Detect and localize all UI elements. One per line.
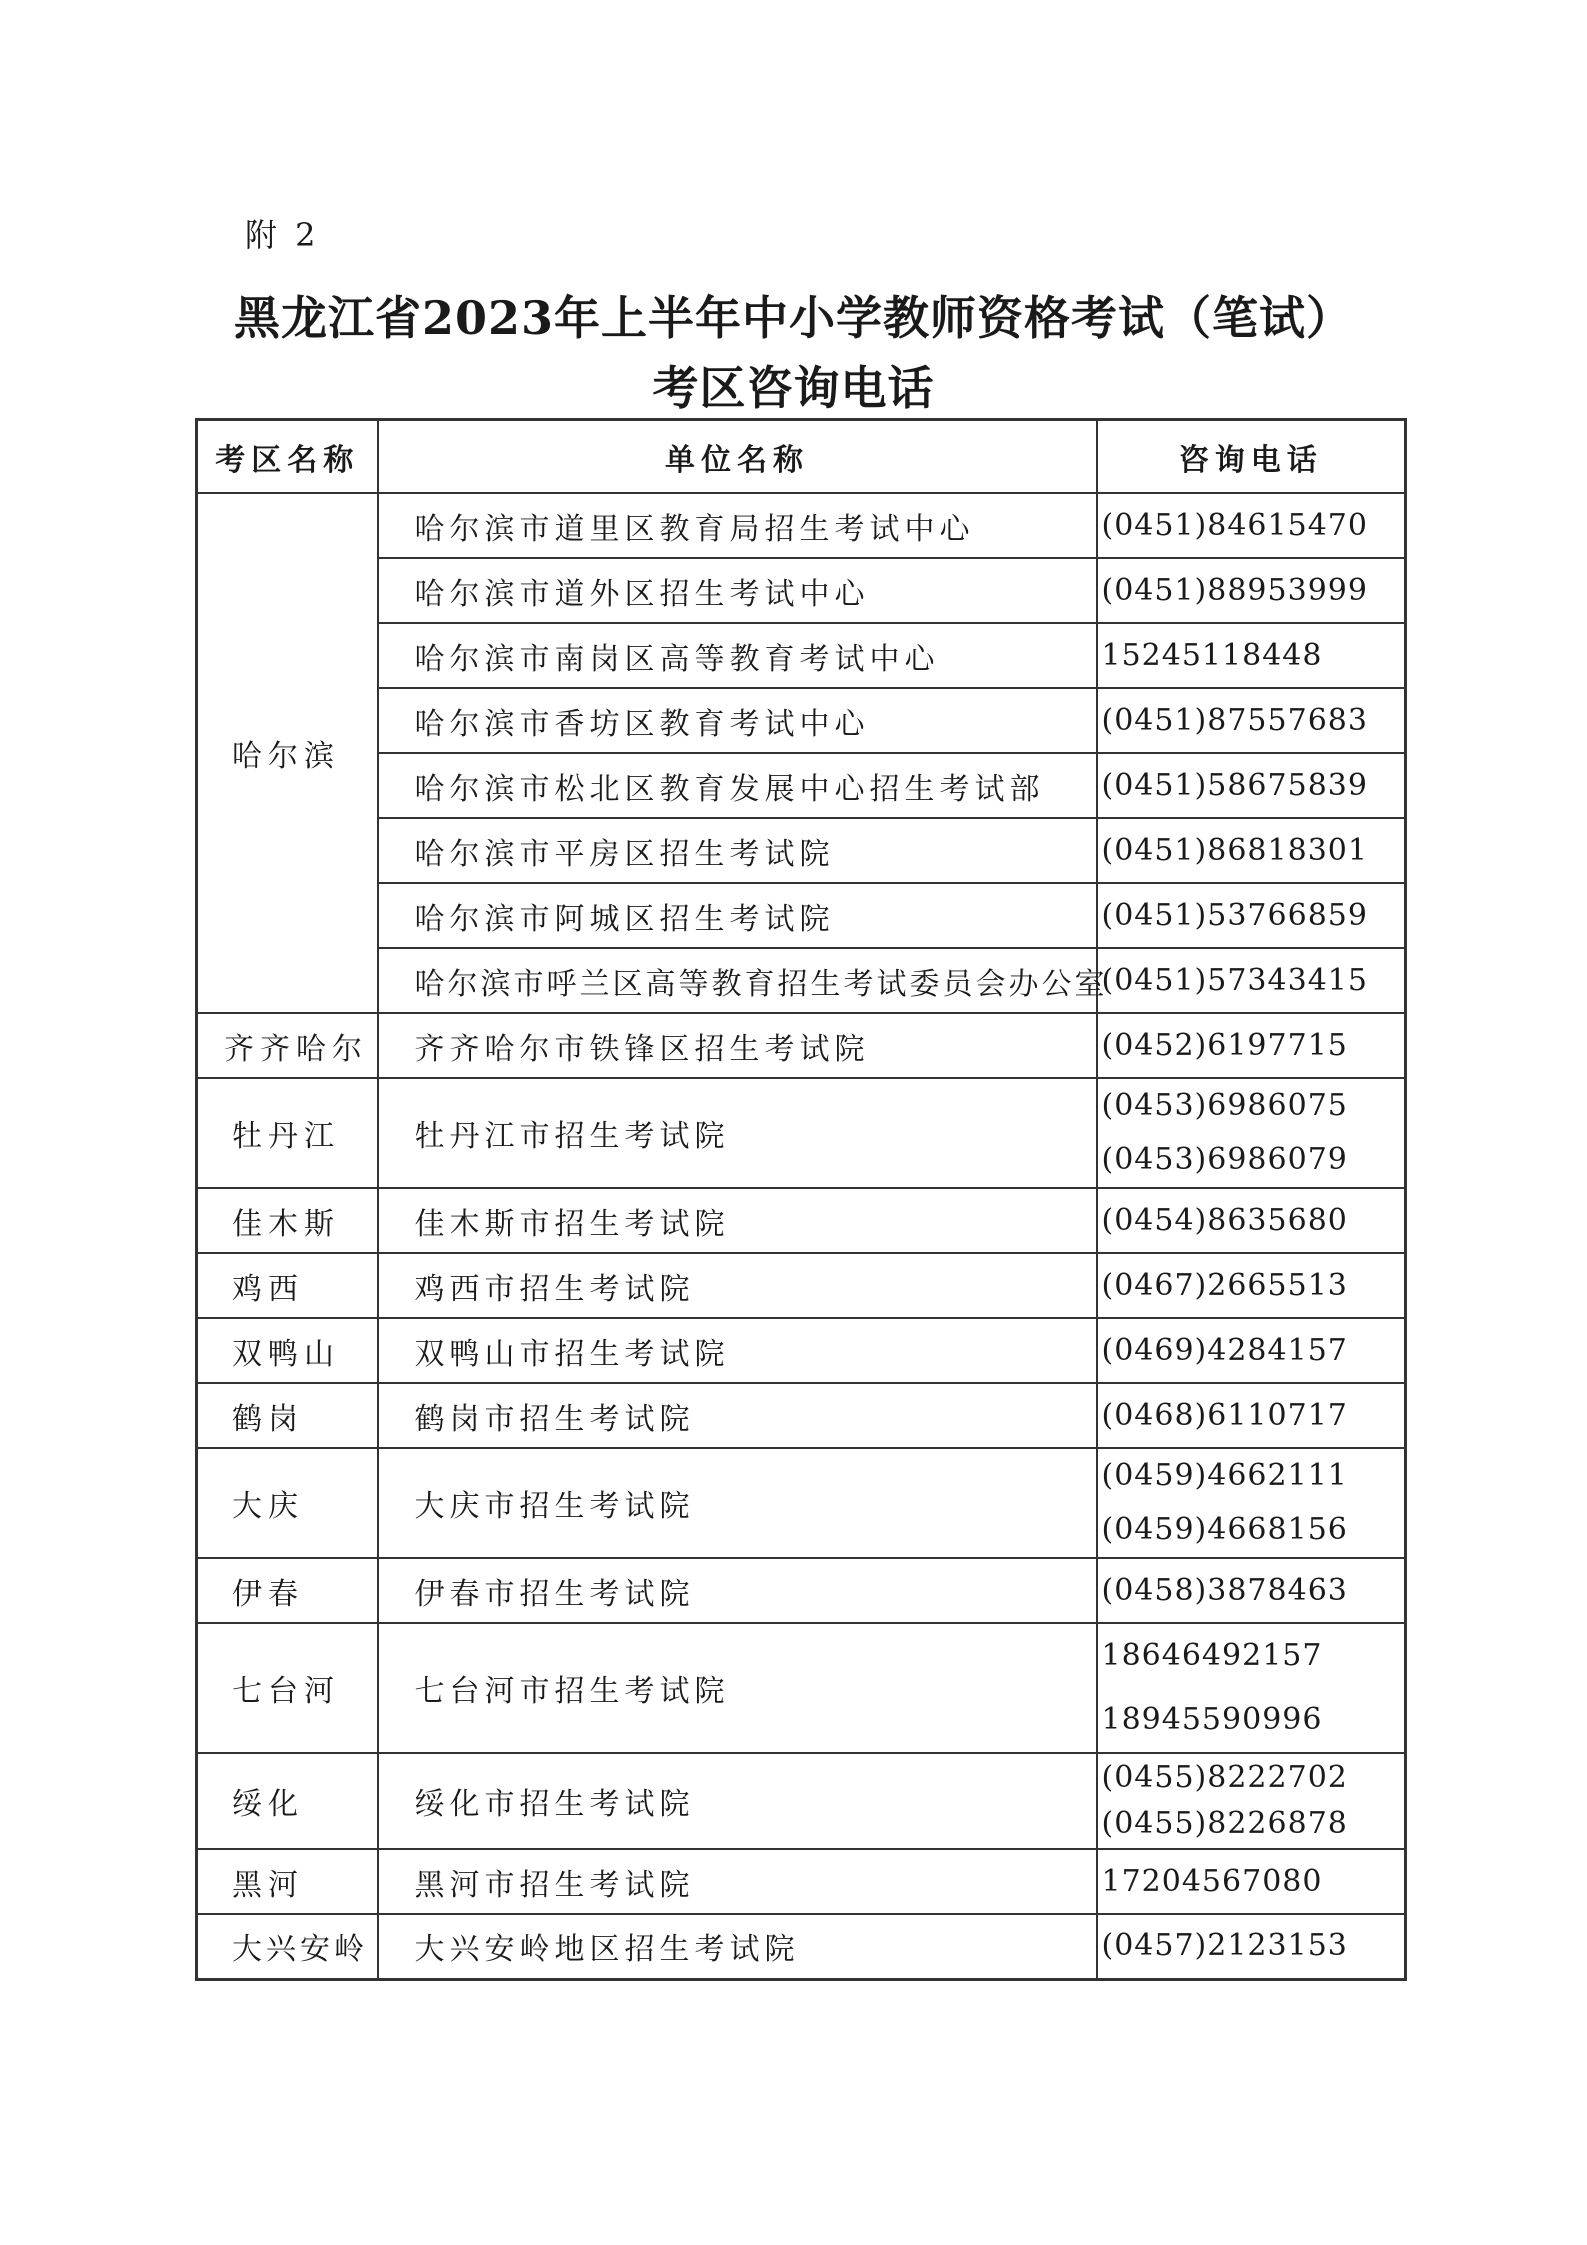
region-cell: 大兴安岭 xyxy=(197,1914,378,1979)
region-cell: 黑河 xyxy=(197,1849,378,1914)
phone-cell: 15245118448 xyxy=(1097,623,1406,688)
unit-cell: 佳木斯市招生考试院 xyxy=(378,1188,1097,1253)
phone-number: (0455)8226878 xyxy=(1101,1806,1348,1841)
region-cell: 佳木斯 xyxy=(197,1188,378,1253)
region-cell: 哈尔滨 xyxy=(197,493,378,1013)
unit-cell: 哈尔滨市呼兰区高等教育招生考试委员会办公室 xyxy=(378,948,1097,1013)
phone-number: (0459)4668156 xyxy=(1101,1512,1348,1547)
phone-cell xyxy=(1097,1914,1406,1979)
header-phone: 咨询电话 xyxy=(1097,420,1406,494)
region-cell: 大庆 xyxy=(197,1448,378,1558)
region-cell: 绥化 xyxy=(197,1753,378,1849)
phone-cell: (0451)88953999 xyxy=(1097,558,1406,623)
phone-cell xyxy=(1097,1849,1406,1914)
phone-number: (0467)2665513 xyxy=(1101,1267,1348,1303)
phone-number: (0455)8222702 xyxy=(1101,1760,1348,1795)
phone-cell: (0451)53766859 xyxy=(1097,883,1406,948)
table-row xyxy=(197,623,1406,688)
unit-cell: 齐齐哈尔市铁锋区招生考试院 xyxy=(378,1013,1097,1078)
phone-number: (0452)6197715 xyxy=(1101,1027,1348,1063)
phone-number: (0454)8635680 xyxy=(1101,1202,1348,1238)
unit-cell: 哈尔滨市香坊区教育考试中心 xyxy=(378,688,1097,753)
phone-number: (0457)2123153 xyxy=(1101,1928,1348,1964)
contact-table xyxy=(195,418,1407,1981)
unit-cell: 黑河市招生考试院 xyxy=(378,1849,1097,1914)
unit-cell: 哈尔滨市阿城区招生考试院 xyxy=(378,883,1097,948)
attachment-label: 附 2 xyxy=(245,216,320,254)
phone-cell xyxy=(1097,1383,1406,1448)
phone-cell xyxy=(1097,1623,1406,1753)
phone-cell: (0451)86818301 xyxy=(1097,818,1406,883)
phone-cell xyxy=(1097,1253,1406,1318)
unit-cell: 七台河市招生考试院 xyxy=(378,1623,1097,1753)
phone-number: 17204567080 xyxy=(1101,1863,1323,1899)
unit-cell: 哈尔滨市松北区教育发展中心招生考试部 xyxy=(378,753,1097,818)
table-row xyxy=(197,1623,1406,1753)
region-cell: 伊春 xyxy=(197,1558,378,1623)
table-row xyxy=(197,1849,1406,1914)
phone-cell xyxy=(1097,1753,1406,1849)
unit-cell: 哈尔滨市平房区招生考试院 xyxy=(378,818,1097,883)
table-header-row xyxy=(197,420,1406,494)
phone-cell: (0451)57343415 xyxy=(1097,948,1406,1013)
phone-cell xyxy=(1097,1188,1406,1253)
phone-cell xyxy=(1097,1448,1406,1558)
table-row xyxy=(197,753,1406,818)
phone-number: (0459)4662111 xyxy=(1101,1458,1348,1493)
table-row xyxy=(197,1383,1406,1448)
table-row xyxy=(197,1253,1406,1318)
phone-number: (0468)6110717 xyxy=(1101,1397,1348,1433)
table-row xyxy=(197,1753,1406,1849)
phone-number: 18945590996 xyxy=(1101,1702,1323,1737)
table-row xyxy=(197,493,1406,558)
phone-cell: (0451)87557683 xyxy=(1097,688,1406,753)
phone-cell xyxy=(1097,1318,1406,1383)
table-row xyxy=(197,1078,1406,1188)
table-row xyxy=(197,818,1406,883)
table-row xyxy=(197,1914,1406,1979)
region-cell: 七台河 xyxy=(197,1623,378,1753)
unit-cell: 哈尔滨市道里区教育局招生考试中心 xyxy=(378,493,1097,558)
unit-cell: 绥化市招生考试院 xyxy=(378,1753,1097,1849)
phone-cell: (0451)58675839 xyxy=(1097,753,1406,818)
phone-number: (0469)4284157 xyxy=(1101,1332,1348,1368)
table-row xyxy=(197,1448,1406,1558)
table-row xyxy=(197,1558,1406,1623)
page-title: 黑龙江省2023年上半年中小学教师资格考试（笔试） xyxy=(233,291,1354,345)
unit-cell: 哈尔滨市南岗区高等教育考试中心 xyxy=(378,623,1097,688)
unit-cell: 伊春市招生考试院 xyxy=(378,1558,1097,1623)
table-row xyxy=(197,558,1406,623)
unit-cell: 牡丹江市招生考试院 xyxy=(378,1078,1097,1188)
phone-cell xyxy=(1097,1078,1406,1188)
table-row xyxy=(197,883,1406,948)
header-region: 考区名称 xyxy=(197,420,378,494)
phone-cell xyxy=(1097,1013,1406,1078)
phone-number: 18646492157 xyxy=(1101,1638,1323,1673)
unit-cell: 大兴安岭地区招生考试院 xyxy=(378,1914,1097,1979)
phone-number: (0453)6986079 xyxy=(1101,1142,1348,1177)
unit-cell: 双鸭山市招生考试院 xyxy=(378,1318,1097,1383)
phone-number: (0453)6986075 xyxy=(1101,1088,1348,1123)
region-cell: 牡丹江 xyxy=(197,1078,378,1188)
page-subtitle: 考区咨询电话 xyxy=(652,361,935,415)
table-row xyxy=(197,1318,1406,1383)
table-row xyxy=(197,1188,1406,1253)
region-cell: 鸡西 xyxy=(197,1253,378,1318)
phone-number: (0458)3878463 xyxy=(1101,1572,1348,1608)
header-unit: 单位名称 xyxy=(378,420,1097,494)
table-row xyxy=(197,688,1406,753)
region-cell: 齐齐哈尔 xyxy=(197,1013,378,1078)
unit-cell: 哈尔滨市道外区招生考试中心 xyxy=(378,558,1097,623)
phone-cell: (0451)84615470 xyxy=(1097,493,1406,558)
table-row xyxy=(197,948,1406,1013)
region-cell: 鹤岗 xyxy=(197,1383,378,1448)
unit-cell: 鹤岗市招生考试院 xyxy=(378,1383,1097,1448)
region-cell: 双鸭山 xyxy=(197,1318,378,1383)
phone-cell xyxy=(1097,1558,1406,1623)
table-row xyxy=(197,1013,1406,1078)
unit-cell: 大庆市招生考试院 xyxy=(378,1448,1097,1558)
unit-cell: 鸡西市招生考试院 xyxy=(378,1253,1097,1318)
